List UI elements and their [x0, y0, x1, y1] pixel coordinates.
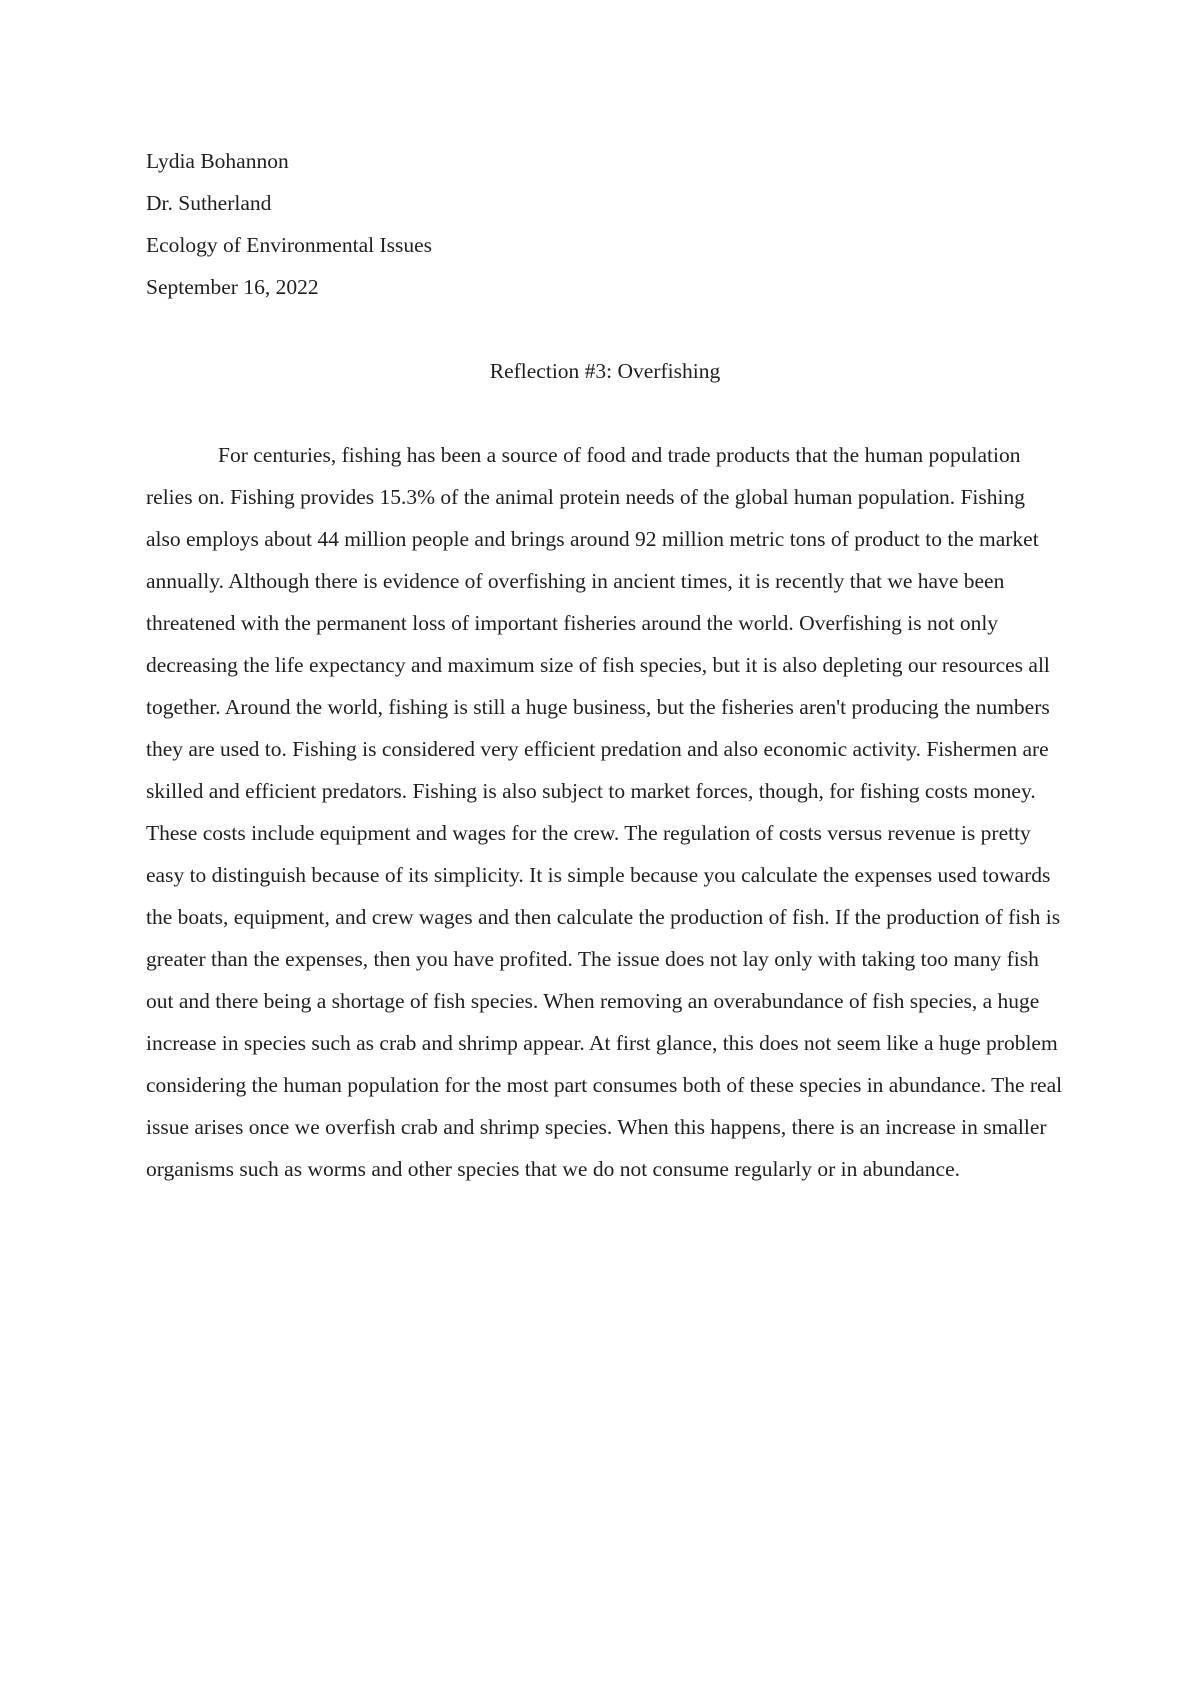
course-name: Ecology of Environmental Issues	[146, 233, 433, 257]
document-body	[146, 140, 1064, 1190]
instructor-name: Dr. Sutherland	[146, 191, 272, 215]
document-title: Reflection #3: Overfishing	[489, 359, 721, 383]
body-paragraph: For centuries, fishing has been a source of food and trade products that the human population relies on. Fishing provides 15.3% of the animal protein needs of the global human population. Fishing also employs about 44 million people and brings around 92 million metric tons of product to the market annually. Although there is evidence of overfishing in ancient times, it is recently that we have been threatened with the permanent loss of important fisheries around the world. Overfishing is not only decreasing the life expectancy and maximum size of fish species, but it is also depleting our resources all together. Around the world, fishing is still a huge business, but the fisheries aren't producing the numbers they are used to. Fishing is considered very efficient predation and also economic activity. Fishermen are skilled and efficient predators. Fishing is also subject to market forces, though, for fishing costs money. These costs include equipment and wages for the crew. The regulation of costs versus revenue is pretty easy to distinguish because of its simplicity. It is simple because you calculate the expenses used towards the boats, equipment, and crew wages and then calculate the production of fish. If the production of fish is greater than the expenses, then you have profited. The issue does not lay only with taking too many fish out and there being a shortage of fish species. When removing an overabundance of fish species, a huge increase in species such as crab and shrimp appear. At first glance, this does not seem like a huge problem considering the human population for the most part consumes both of these species in abundance. The real issue arises once we overfish crab and shrimp species. When this happens, there is an increase in smaller organisms such as worms and other species that we do not consume regularly or in abundance.	[146, 443, 1063, 1181]
document-date: September 16, 2022	[146, 275, 319, 299]
student-name: Lydia Bohannon	[146, 149, 289, 173]
